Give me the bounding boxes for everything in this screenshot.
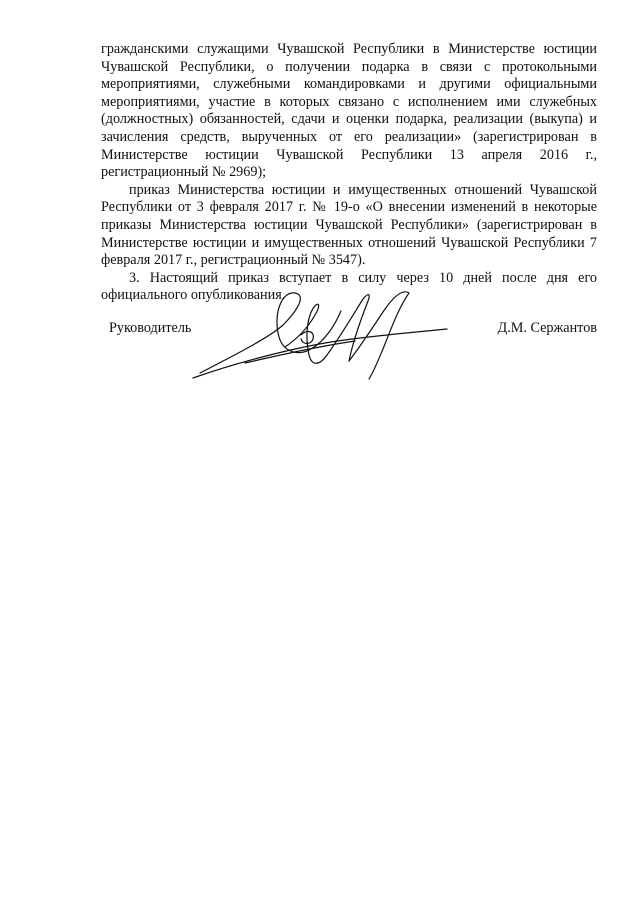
signatory-title: Руководитель — [109, 320, 192, 336]
paragraph-continuation: гражданскими служащими Чувашской Республики в Министерстве юстиции Чувашской Республики, о получении подарка в связи с протокольными мероприятиями, служебными командировками и другими официальными мероприятиями, участие в которых связано с исполнением ими служебных (должностных) обязанностей, сдачи и оценки подарка, реализации (выкупа) и зачисления средств, вырученных от его реализации» (зарегистрирован в Министерстве юстиции Чувашской Республики 13 апреля 2016 г., регистрационный № 2969); — [101, 41, 597, 181]
signatory-name: Д.М. Сержантов — [497, 320, 597, 336]
handwritten-signature — [185, 285, 450, 385]
paragraph-order-reference: приказ Министерства юстиции и имущественных отношений Чувашской Республики от 3 февраля 2017 г. № 19-о «О внесении изменений в некоторые приказы Министерства юстиции Чувашской Республики» (зарегистрирован в Министерстве юстиции и имущественных отношений Чувашской Республики 7 февраля 2017 г., регистрационный № 3547). — [101, 181, 597, 269]
paragraph-effective-date: 3. Настоящий приказ вступает в силу через 10 дней после дня его официального опубликования. — [101, 269, 597, 304]
document-body — [101, 41, 597, 305]
